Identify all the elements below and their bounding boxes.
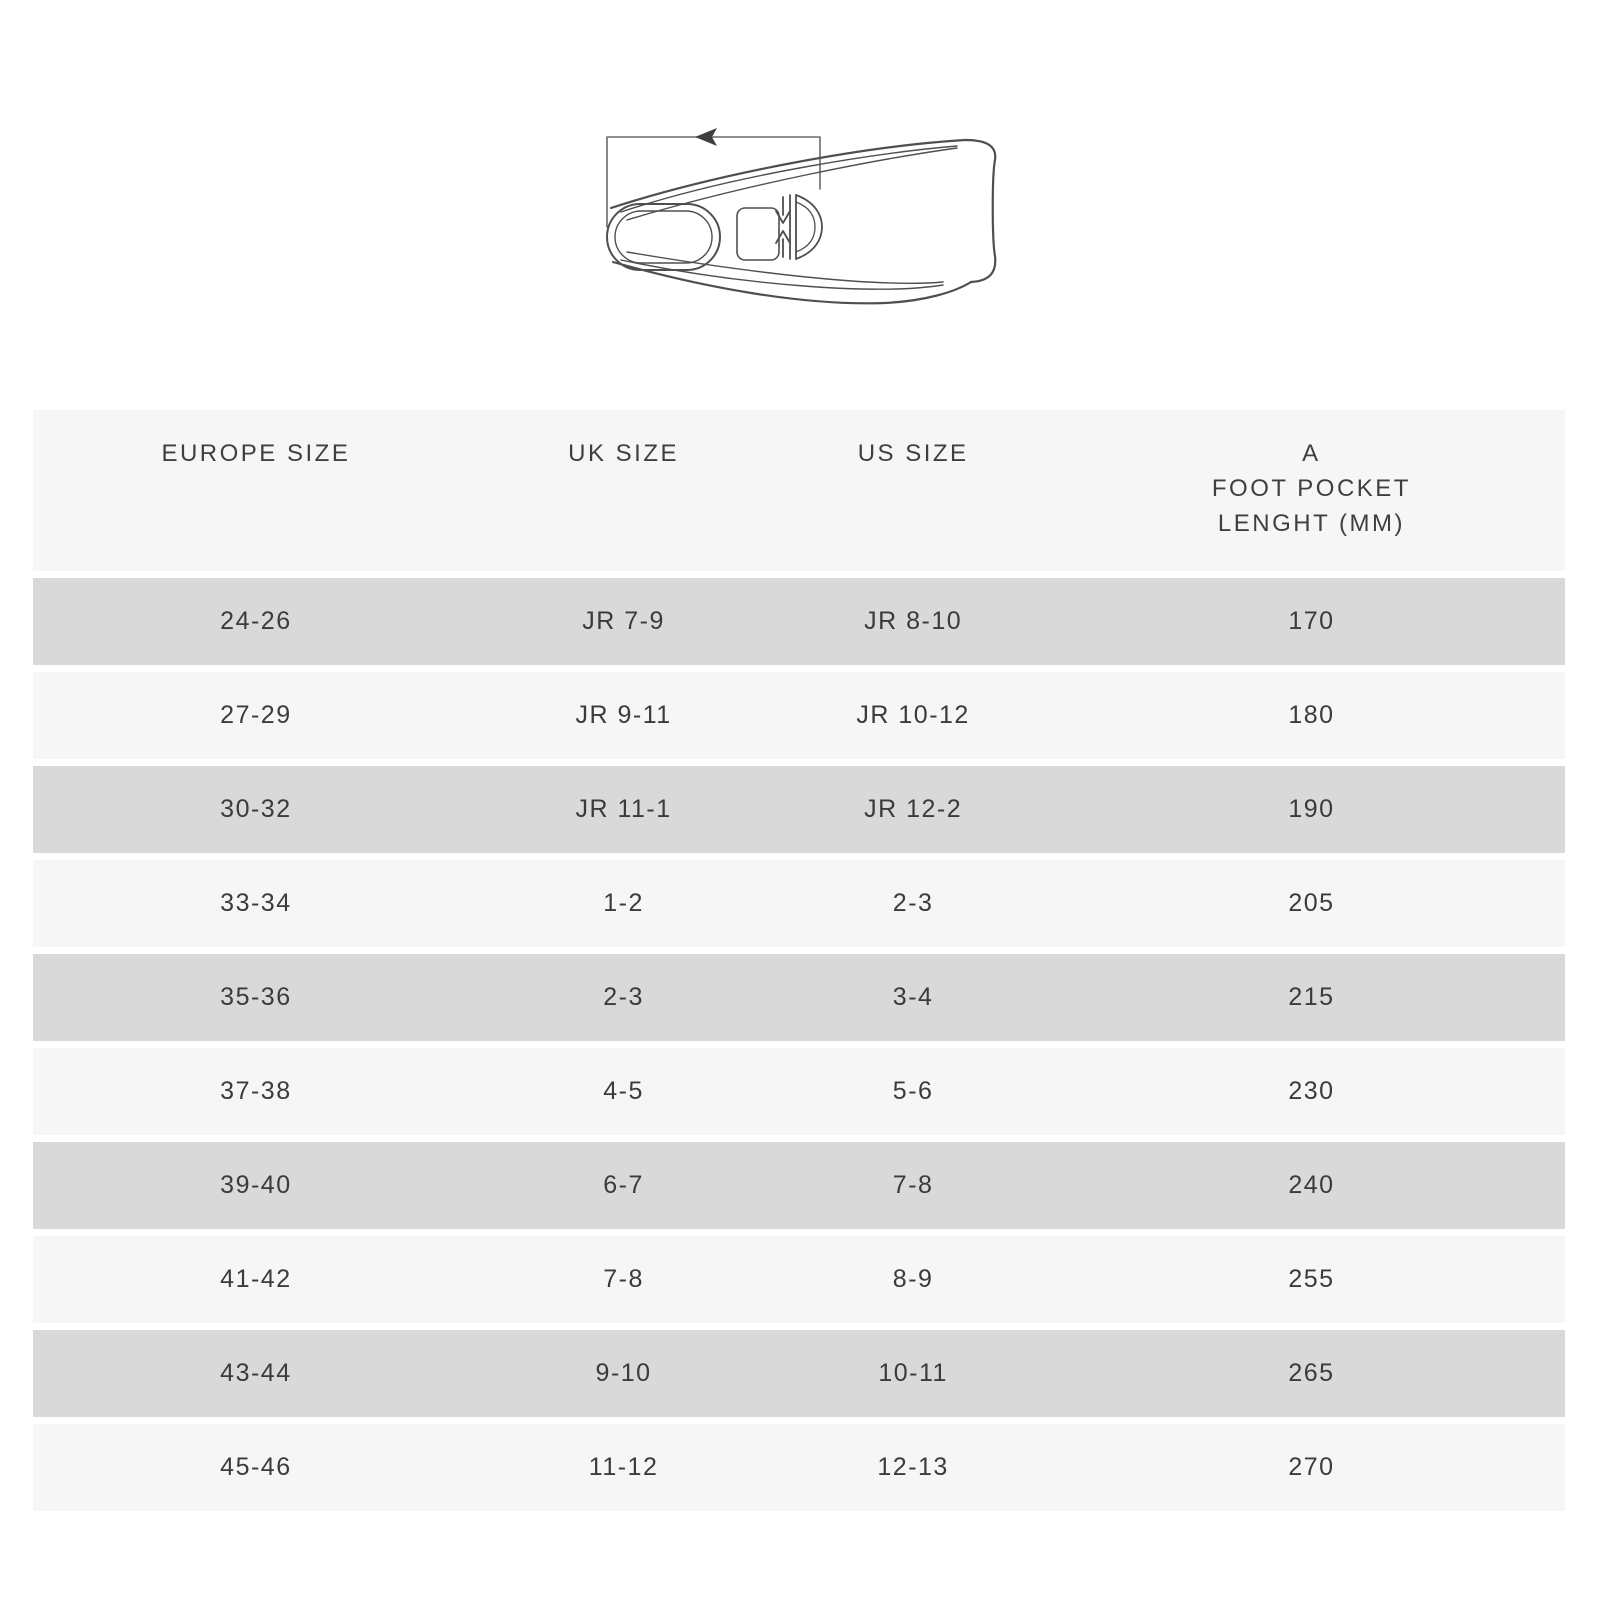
table-row: [33, 766, 1565, 853]
cell-us-size: JR 10-12: [856, 701, 970, 729]
cell-europe-size: 39-40: [220, 1171, 292, 1199]
cell-europe-size: 35-36: [220, 983, 292, 1011]
heel-strap: [790, 195, 822, 259]
col-header-line-a: A: [1302, 440, 1321, 467]
cell-foot-pocket-length: 255: [1288, 1265, 1335, 1293]
col-header-europe-size: EUROPE SIZE: [161, 440, 351, 467]
col-header-line-lenght-mm: LENGHT (MM): [1217, 510, 1405, 537]
size-table: [33, 410, 1565, 1518]
cell-europe-size: 43-44: [220, 1359, 292, 1387]
cell-uk-size: 6-7: [603, 1171, 644, 1199]
table-row: [33, 1142, 1565, 1229]
table-row: [33, 1236, 1565, 1323]
cell-uk-size: 2-3: [603, 983, 644, 1011]
cell-europe-size: 27-29: [220, 701, 292, 729]
cell-europe-size: 37-38: [220, 1077, 292, 1105]
cell-us-size: 2-3: [892, 889, 934, 917]
table-row: [33, 672, 1565, 759]
table-row: [33, 1330, 1565, 1417]
cell-foot-pocket-length: 180: [1288, 701, 1335, 729]
cell-foot-pocket-length: 215: [1288, 983, 1335, 1011]
cell-europe-size: 45-46: [220, 1453, 292, 1481]
cell-uk-size: 7-8: [603, 1265, 644, 1293]
fin-outline: [611, 140, 995, 303]
cell-europe-size: 41-42: [220, 1265, 292, 1293]
cell-europe-size: 24-26: [220, 607, 292, 635]
cell-us-size: 10-11: [878, 1359, 948, 1387]
cell-foot-pocket-length: 170: [1288, 607, 1335, 635]
pocket-depth-arrows-icon: [776, 197, 790, 257]
cell-us-size: 7-8: [892, 1171, 934, 1199]
fin-diagram: [585, 112, 1005, 317]
cell-foot-pocket-length: 190: [1288, 795, 1335, 823]
cell-us-size: 3-4: [892, 983, 934, 1011]
cell-us-size: 12-13: [877, 1453, 949, 1481]
col-header-line-foot-pocket: FOOT POCKET: [1211, 475, 1411, 502]
cell-foot-pocket-length: 240: [1288, 1171, 1335, 1199]
fin-rails: [621, 146, 957, 289]
table-row: [33, 578, 1565, 665]
cell-us-size: 5-6: [892, 1077, 934, 1105]
col-header-us-size: US SIZE: [857, 440, 969, 467]
cell-uk-size: 11-12: [588, 1453, 659, 1481]
cell-uk-size: JR 9-11: [575, 701, 672, 729]
table-header-row: [33, 410, 1565, 571]
cell-europe-size: 30-32: [220, 795, 292, 823]
cell-foot-pocket-length: 205: [1288, 889, 1335, 917]
cell-europe-size: 33-34: [220, 889, 292, 917]
cell-uk-size: 9-10: [595, 1359, 652, 1387]
cell-foot-pocket-length: 230: [1288, 1077, 1335, 1105]
table-row: [33, 1424, 1565, 1511]
cell-foot-pocket-length: 265: [1288, 1359, 1335, 1387]
table-row: [33, 954, 1565, 1041]
cell-us-size: 8-9: [892, 1265, 934, 1293]
cell-uk-size: 1-2: [603, 889, 644, 917]
table-row: [33, 1048, 1565, 1135]
toe-window: [737, 208, 779, 260]
col-header-uk-size: UK SIZE: [568, 440, 679, 467]
table-body: [33, 578, 1565, 1511]
cell-uk-size: JR 11-1: [575, 795, 672, 823]
cell-us-size: JR 8-10: [864, 607, 963, 635]
cell-uk-size: 4-5: [603, 1077, 644, 1105]
table-row: [33, 860, 1565, 947]
cell-uk-size: JR 7-9: [582, 607, 665, 635]
cell-us-size: JR 12-2: [864, 795, 963, 823]
col-header-foot-pocket-length: [1058, 410, 1565, 571]
cell-foot-pocket-length: 270: [1288, 1453, 1335, 1481]
